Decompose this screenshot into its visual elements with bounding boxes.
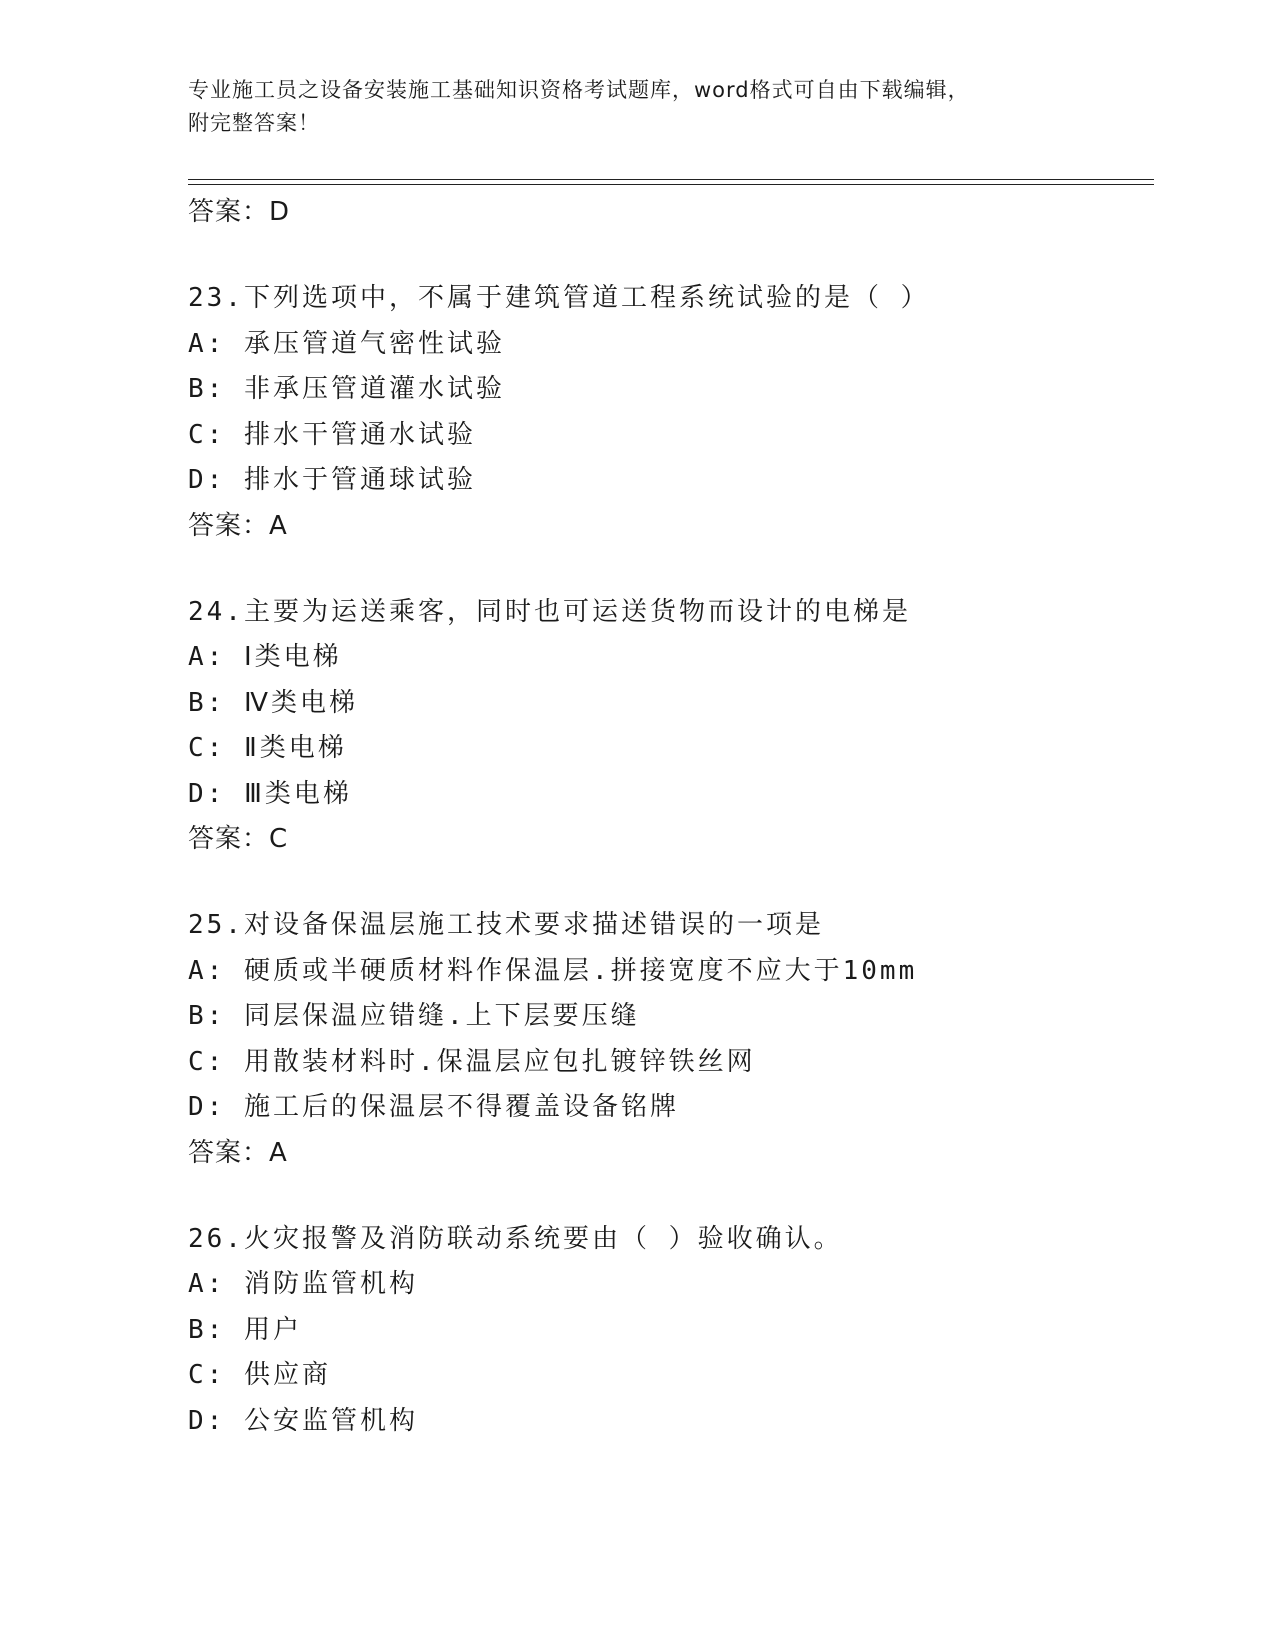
spacer <box>188 235 1148 276</box>
option-d: D: 施工后的保温层不得覆盖设备铭牌 <box>188 1092 679 1122</box>
header-divider-bottom <box>188 184 1154 185</box>
question-stem: 26.火灾报警及消防联动系统要由（ ）验收确认。 <box>188 1223 843 1254</box>
option-b: B: Ⅳ类电梯 <box>188 687 358 718</box>
question-26 <box>188 1217 1148 1445</box>
option-d: D: 排水于管通球试验 <box>188 465 476 495</box>
question-stem: 25.对设备保温层施工技术要求描述错误的一项是 <box>188 910 824 940</box>
option-a: A: Ⅰ类电梯 <box>188 642 342 672</box>
option-a: A: 承压管道气密性试验 <box>188 328 505 359</box>
header-line-1: 专业施工员之设备安装施工基础知识资格考试题库，word格式可自由下载编辑， <box>188 78 970 102</box>
option-d: D: 公安监管机构 <box>188 1405 418 1436</box>
option-b: B: 同层保温应错缝.上下层要压缝 <box>188 1001 640 1031</box>
header-divider-top <box>188 179 1154 180</box>
question-stem: 24.主要为运送乘客，同时也可运送货物而设计的电梯是 <box>188 596 911 627</box>
option-d: D: Ⅲ类电梯 <box>188 778 352 809</box>
answer: 答案：C <box>188 824 289 854</box>
document-header <box>188 74 1088 140</box>
option-a: A: 消防监管机构 <box>188 1269 418 1299</box>
spacer <box>188 1176 1148 1217</box>
answer: 答案：A <box>188 510 288 541</box>
option-b: B: 用户 <box>188 1314 302 1345</box>
option-c: C: 排水干管通水试验 <box>188 419 476 450</box>
spacer <box>188 862 1148 903</box>
answer: 答案：A <box>188 1137 288 1168</box>
header-line-2: 附完整答案！ <box>188 111 320 135</box>
option-c: C: Ⅱ类电梯 <box>188 733 347 763</box>
option-c: C: 用散装材料时.保温层应包扎镀锌铁丝网 <box>188 1046 756 1077</box>
option-a: A: 硬质或半硬质材料作保温层.拼接宽度不应大于10mm <box>188 955 918 986</box>
question-list <box>188 190 1148 1444</box>
question-stem: 23.下列选项中，不属于建筑管道工程系统试验的是（ ） <box>188 283 930 313</box>
answer-previous: 答案：D <box>188 197 291 227</box>
question-25 <box>188 903 1148 1176</box>
spacer <box>188 549 1148 590</box>
question-24 <box>188 590 1148 863</box>
question-23 <box>188 276 1148 549</box>
option-b: B: 非承压管道灌水试验 <box>188 374 505 404</box>
option-c: C: 供应商 <box>188 1360 331 1390</box>
